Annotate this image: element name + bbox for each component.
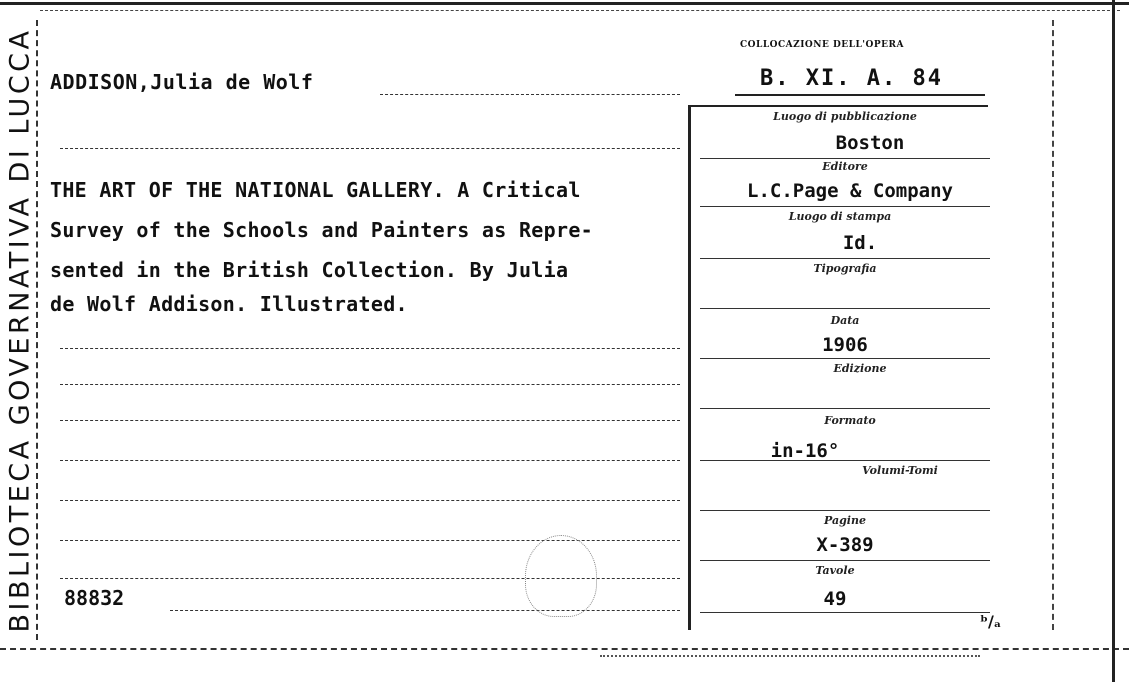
library-name: BIBLIOTECA GOVERNATIVA DI LUCCA <box>4 27 36 633</box>
card-top-inner-edge <box>40 10 1120 11</box>
title-line-2: Survey of the Schools and Painters as Repre- <box>50 218 594 242</box>
field-line <box>700 158 990 159</box>
field-line <box>700 258 990 259</box>
blank-line <box>60 420 680 421</box>
field-line <box>700 308 990 309</box>
card-left-edge <box>36 20 38 640</box>
title-line-3: sented in the British Collection. By Julia <box>50 258 569 282</box>
plates-value: 49 <box>823 588 847 610</box>
blank-line <box>60 460 680 461</box>
place-of-printing-label: Luogo di stampa <box>788 210 892 223</box>
place-of-publication-value: Boston <box>835 132 905 154</box>
blank-line <box>60 348 680 349</box>
collocazione-underline <box>735 94 985 96</box>
pages-value: X-389 <box>816 534 874 556</box>
blank-line <box>60 384 680 385</box>
field-line <box>700 358 990 359</box>
plates-label: Tavole <box>815 564 855 577</box>
field-line <box>700 408 990 409</box>
publisher-value: L.C.Page & Company <box>747 180 953 202</box>
details-panel-border <box>688 105 691 630</box>
card-right-inner-edge <box>1052 20 1054 630</box>
field-line <box>700 460 990 461</box>
date-value: 1906 <box>822 334 868 356</box>
place-of-publication-label: Luogo di pubblicazione <box>773 110 917 123</box>
faded-stamp <box>525 535 597 617</box>
blank-line <box>60 540 680 541</box>
field-line <box>700 560 990 561</box>
field-line <box>700 612 990 613</box>
blank-line <box>60 148 680 149</box>
collocazione-label: COLLOCAZIONE DELL'OPERA <box>740 40 904 50</box>
field-line <box>700 510 990 511</box>
printer-label: Tipografia <box>813 262 877 275</box>
title-line-1: THE ART OF THE NATIONAL GALLERY. A Critical <box>50 178 581 202</box>
format-label: Formato <box>824 414 876 427</box>
publisher-label: Editore <box>822 160 868 173</box>
card-top-edge <box>0 2 1129 5</box>
author-name: ADDISON,Julia de Wolf <box>50 70 314 94</box>
author-underline <box>380 94 680 95</box>
card-bottom-edge <box>0 648 1129 650</box>
inventory-number: 88832 <box>64 586 125 610</box>
edition-label: Edizione <box>833 362 887 375</box>
date-label: Data <box>830 314 860 327</box>
title-line-4: de Wolf Addison. Illustrated. <box>50 292 408 316</box>
pages-label: Pagine <box>824 514 866 527</box>
details-panel-top <box>688 105 988 107</box>
volumes-label: Volumi-Tomi <box>862 464 938 477</box>
card-right-edge <box>1112 0 1115 682</box>
place-of-printing-value: Id. <box>842 232 878 254</box>
corner-mark: ᵇ/ₐ <box>980 612 1002 631</box>
collocazione-value: B. XI. A. 84 <box>760 66 943 91</box>
format-value: in-16° <box>770 440 840 462</box>
card-bottom-inner-edge <box>600 655 980 657</box>
blank-line <box>60 500 680 501</box>
blank-line <box>170 610 680 611</box>
field-line <box>700 206 990 207</box>
